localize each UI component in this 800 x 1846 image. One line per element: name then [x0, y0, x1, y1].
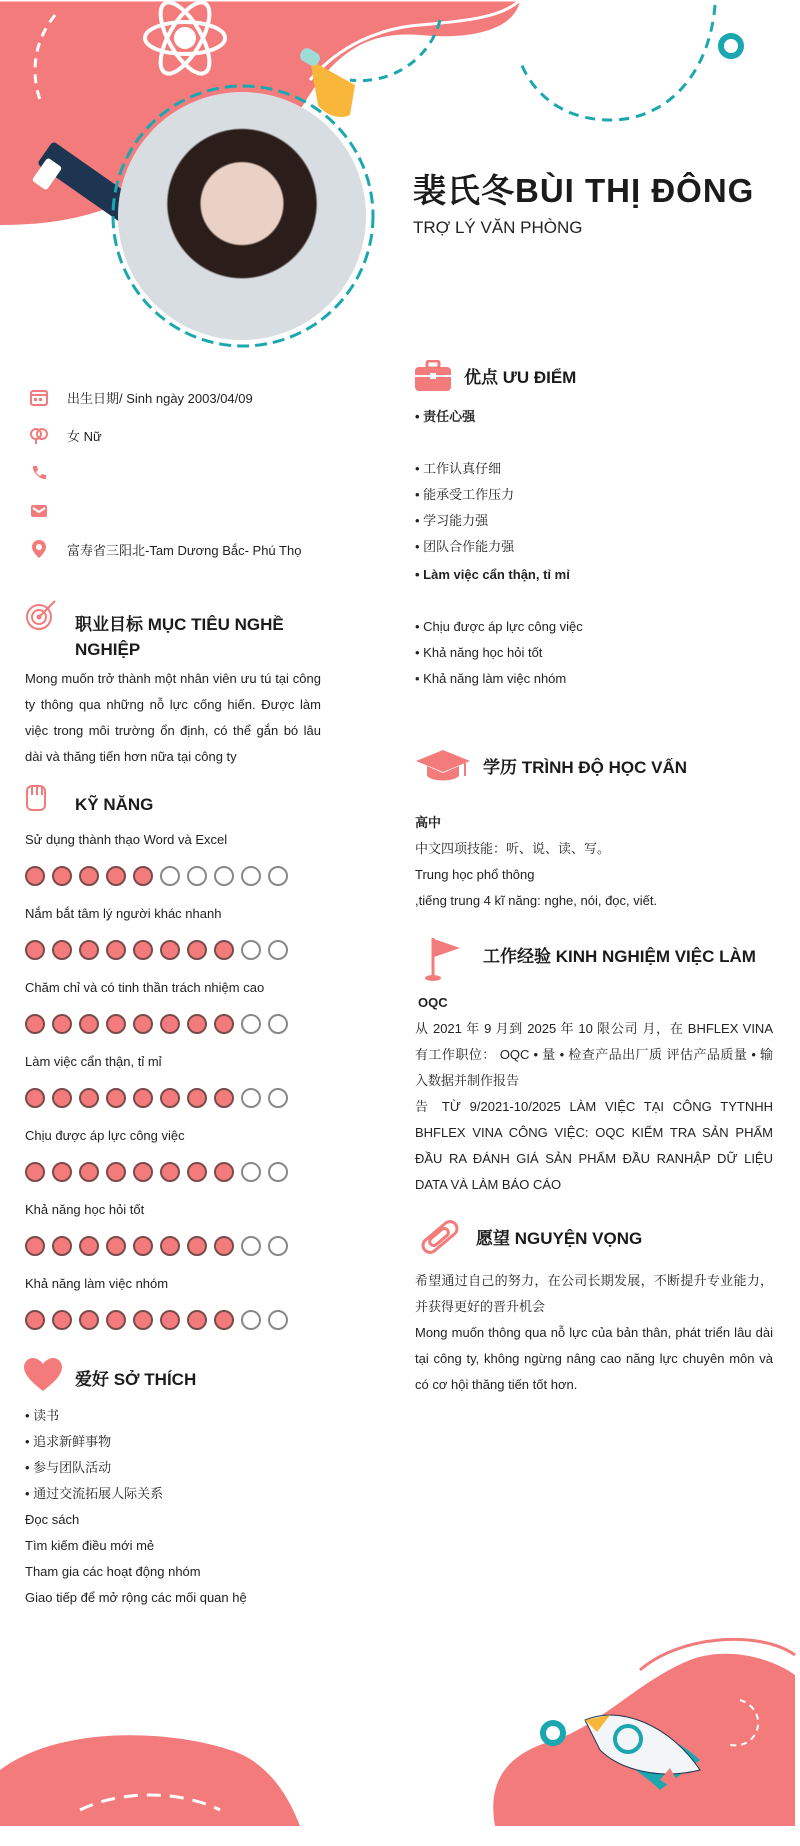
skills-title: KỸ NĂNG	[75, 795, 154, 814]
email-icon	[28, 500, 50, 522]
skill-name: Chịu được áp lực công việc	[25, 1128, 185, 1143]
rating-dot	[133, 1162, 153, 1182]
target-icon	[24, 598, 58, 637]
rating-dot	[268, 1014, 288, 1034]
hobby-item: • 追求新鲜事物	[25, 1434, 112, 1449]
rating-dot	[133, 1236, 153, 1256]
rating-dot	[214, 940, 234, 960]
skill-rating	[25, 866, 288, 886]
hobby-item: • 通过交流拓展人际关系	[25, 1486, 164, 1501]
experience-text-cn: 从 2021 年 9 月到 2025 年 10 限公司 月，在 BHFLEX VINA 有工作职位： OQC • 量 • 检查产品出厂质 评估产品质量 • 输入数据并制作报告	[415, 1021, 773, 1088]
strength-item: • Chịu được áp lực công việc	[415, 619, 583, 634]
hobby-item: Tìm kiếm điều mới mẻ	[25, 1538, 155, 1553]
rating-dot	[187, 1088, 207, 1108]
calendar-icon	[28, 386, 50, 408]
rating-dot	[79, 1088, 99, 1108]
rating-dot	[214, 1162, 234, 1182]
rating-dot	[268, 940, 288, 960]
graduation-cap-icon	[415, 748, 471, 789]
address-row	[28, 537, 301, 561]
rating-dot	[160, 940, 180, 960]
rating-dot	[52, 1014, 72, 1034]
rating-dot	[187, 1310, 207, 1330]
experience-position: OQC	[418, 995, 448, 1010]
rating-dot	[25, 1088, 45, 1108]
objective-text: Mong muốn trở thành một nhân viên ưu tú tại công ty thông qua những nỗ lực cống hiến. Được làm việc trong môi trường ổn định, có thể gắn bó lâu dài và thăng tiến hơn nữa tại công ty	[25, 671, 321, 764]
rating-dot	[52, 1088, 72, 1108]
rating-dot	[268, 866, 288, 886]
skill-rating	[25, 1014, 288, 1034]
rating-dot	[106, 1088, 126, 1108]
gender-row	[28, 423, 102, 447]
rating-dot	[106, 1236, 126, 1256]
rating-dot	[52, 1236, 72, 1256]
strength-item: • 团队合作能力强	[415, 539, 515, 554]
hobby-item: • 读书	[25, 1408, 60, 1423]
rating-dot	[214, 866, 234, 886]
rating-dot	[214, 1236, 234, 1256]
rating-dot	[133, 1088, 153, 1108]
rating-dot	[79, 1236, 99, 1256]
experience-text-vn: 告 TỪ 9/2021-10/2025 LÀM VIỆC TẠI CÔNG TYTNHH BHFLEX VINA CÔNG VIỆC: OQC KIỂM TRA SẢN PHẨM ĐẦU RA ĐÁNH GIÁ SẢN PHẨM ĐẦU RANHẬP DỮ LIỆU DATA VÀ LÀM BÁO CÁO	[415, 1099, 773, 1192]
strength-item: • 学习能力强	[415, 513, 489, 528]
strength-item: • Khả năng làm việc nhóm	[415, 671, 567, 686]
footer-decoration	[0, 1620, 800, 1846]
rating-dot	[106, 1162, 126, 1182]
education-line: ,tiếng trung 4 kĩ năng: nghe, nói, đọc, viết.	[415, 893, 658, 908]
rating-dot	[268, 1236, 288, 1256]
education-line: 中文四项技能：听、说、读、写。	[415, 841, 611, 856]
skill-name: Khả năng làm việc nhóm	[25, 1276, 169, 1291]
rating-dot	[25, 866, 45, 886]
aspiration-text-cn: 希望通过自己的努力，在公司长期发展，不断提升专业能力，并获得更好的晋升机会	[415, 1273, 773, 1314]
rating-dot	[187, 866, 207, 886]
email-row	[28, 499, 67, 523]
location-pin-icon	[28, 538, 50, 560]
rating-dot	[214, 1310, 234, 1330]
paperclip-icon	[418, 1218, 460, 1261]
rating-dot	[187, 1014, 207, 1034]
rating-dot	[187, 1162, 207, 1182]
address-text: 富寿省三阳北-Tam Dương Bắc- Phú Thọ	[67, 542, 302, 558]
birth-row	[28, 385, 253, 409]
strength-item: • 能承受工作压力	[415, 487, 515, 502]
skill-rating	[25, 1162, 288, 1182]
rating-dot	[25, 940, 45, 960]
rating-dot	[133, 1014, 153, 1034]
rating-dot	[133, 940, 153, 960]
hobby-item: Đọc sách	[25, 1512, 80, 1527]
education-list	[415, 810, 657, 914]
rating-dot	[25, 1236, 45, 1256]
rating-dot	[241, 1162, 261, 1182]
skill-name: Nắm bắt tâm lý người khác nhanh	[25, 906, 222, 921]
strength-heading: • Làm việc cẩn thận, tỉ mỉ	[415, 567, 570, 582]
rating-dot	[52, 1310, 72, 1330]
flag-icon	[424, 935, 464, 988]
rating-dot	[187, 940, 207, 960]
rating-dot	[214, 1088, 234, 1108]
skill-name: Làm việc cẩn thận, tỉ mỉ	[25, 1054, 162, 1069]
rating-dot	[25, 1162, 45, 1182]
skill-name: Khả năng học hỏi tốt	[25, 1202, 145, 1217]
rating-dot	[106, 940, 126, 960]
rating-dot	[133, 1310, 153, 1330]
strength-item: • 工作认真仔细	[415, 461, 502, 476]
strength-item: • Khả năng học hỏi tốt	[415, 645, 543, 660]
rating-dot	[25, 1310, 45, 1330]
rating-dot	[241, 1236, 261, 1256]
rating-dot	[241, 1014, 261, 1034]
rating-dot	[52, 940, 72, 960]
phone-row	[28, 461, 67, 485]
skill-name: Chăm chỉ và có tinh thần trách nhiệm cao	[25, 980, 265, 995]
rating-dot	[268, 1162, 288, 1182]
rating-dot	[52, 1162, 72, 1182]
hobby-item: • 参与团队活动	[25, 1460, 112, 1475]
candidate-name: 裴氏冬BÙI THỊ ĐÔNG	[413, 172, 755, 209]
rating-dot	[187, 1236, 207, 1256]
experience-title: 工作经验 KINH NGHIỆM VIỆC LÀM	[483, 947, 756, 966]
rating-dot	[106, 1014, 126, 1034]
rating-dot	[241, 1088, 261, 1108]
skill-name: Sử dụng thành thạo Word và Excel	[25, 832, 228, 847]
rating-dot	[25, 1014, 45, 1034]
rating-dot	[79, 1014, 99, 1034]
skill-rating	[25, 940, 288, 960]
rating-dot	[160, 1236, 180, 1256]
rating-dot	[160, 1162, 180, 1182]
heart-icon	[24, 1358, 62, 1397]
objective-title: 职业目标 MỤC TIÊU NGHỀ NGHIỆP	[75, 615, 284, 659]
profile-photo	[118, 92, 366, 340]
rating-dot	[160, 866, 180, 886]
hobby-item: Giao tiếp để mở rộng các mối quan hệ	[25, 1590, 247, 1605]
education-level: 高中	[415, 815, 442, 830]
rating-dot	[79, 1310, 99, 1330]
rating-dot	[241, 1310, 261, 1330]
strength-heading: • 责任心强	[415, 409, 476, 424]
hobbies-list	[25, 1403, 247, 1611]
hobbies-title: 爱好 SỞ THÍCH	[75, 1370, 197, 1389]
rating-dot	[79, 866, 99, 886]
rating-dot	[106, 1310, 126, 1330]
briefcase-icon	[415, 360, 451, 397]
education-title: 学历 TRÌNH ĐỘ HỌC VẤN	[483, 758, 687, 777]
education-line: Trung học phổ thông	[415, 867, 535, 882]
fist-icon	[24, 782, 48, 819]
rating-dot	[214, 1014, 234, 1034]
aspiration-title: 愿望 NGUYỆN VỌNG	[476, 1229, 643, 1248]
rating-dot	[268, 1310, 288, 1330]
rating-dot	[241, 940, 261, 960]
rating-dot	[133, 866, 153, 886]
gender-text: 女 Nữ	[67, 428, 102, 444]
rating-dot	[52, 866, 72, 886]
rating-dot	[241, 866, 261, 886]
hobby-item: Tham gia các hoạt động nhóm	[25, 1564, 201, 1579]
strengths-title: 优点 ƯU ĐIỂM	[464, 368, 577, 387]
skill-rating	[25, 1310, 288, 1330]
skill-rating	[25, 1236, 288, 1256]
birth-text: 出生日期/ Sinh ngày 2003/04/09	[67, 390, 253, 406]
rating-dot	[268, 1088, 288, 1108]
gender-icon	[28, 424, 50, 446]
rating-dot	[160, 1014, 180, 1034]
strengths-list	[415, 404, 583, 692]
skill-rating	[25, 1088, 288, 1108]
rating-dot	[160, 1310, 180, 1330]
rating-dot	[160, 1088, 180, 1108]
rating-dot	[106, 866, 126, 886]
phone-icon	[28, 462, 50, 484]
aspiration-text-vn: Mong muốn thông qua nỗ lực của bản thân, phát triển lâu dài tại công ty, không ngừng nâng cao năng lực chuyên môn và có cơ hội thăng tiến tốt hơn.	[415, 1325, 773, 1392]
rating-dot	[79, 1162, 99, 1182]
job-title: TRỢ LÝ VĂN PHÒNG	[413, 218, 583, 237]
rating-dot	[79, 940, 99, 960]
